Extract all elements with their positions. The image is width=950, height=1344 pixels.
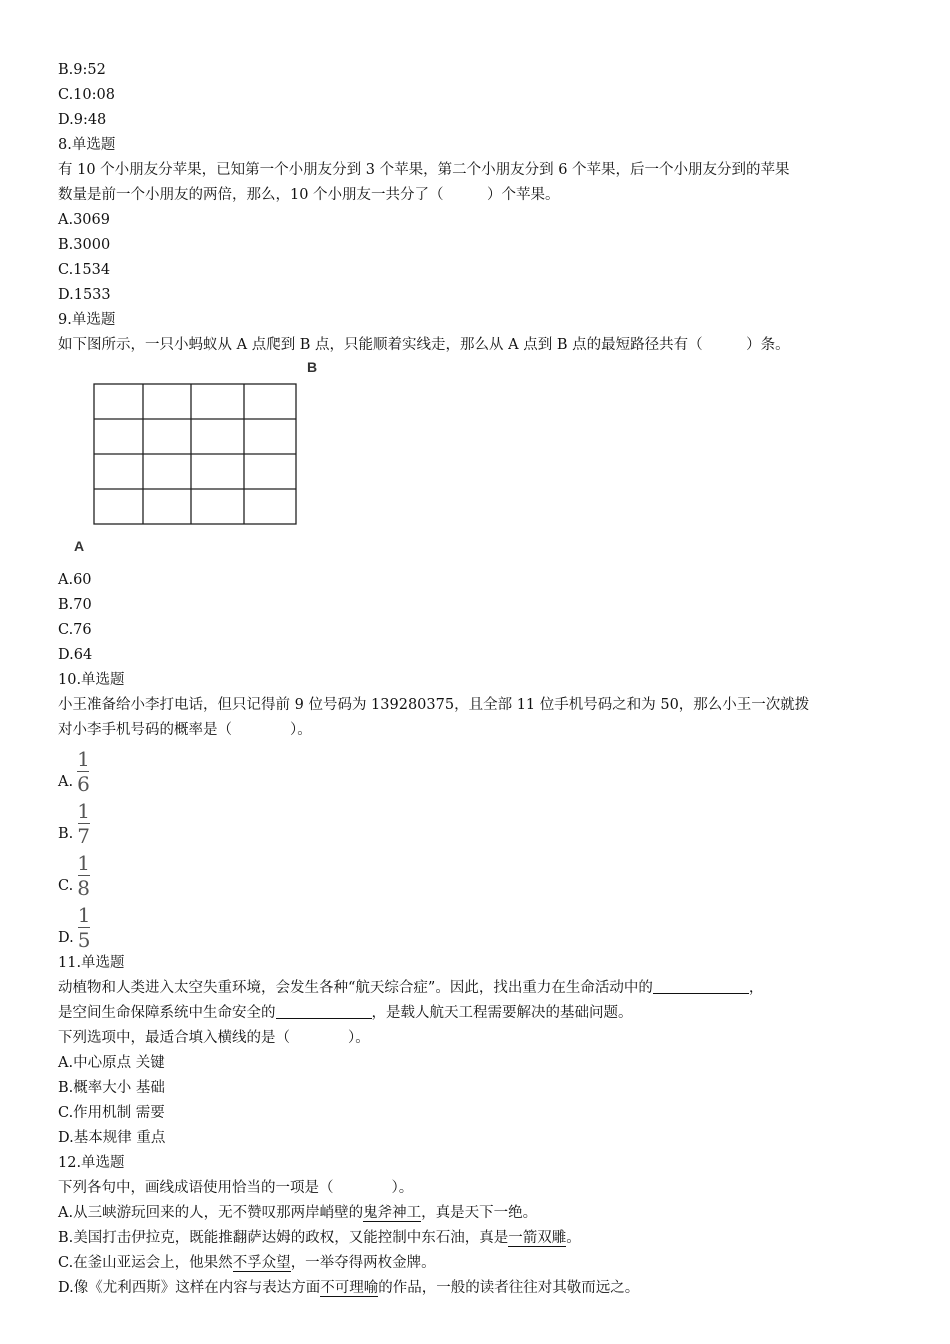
q9-option-b[interactable]: B.70: [58, 597, 92, 613]
q8-option-d[interactable]: D.1533: [58, 287, 111, 303]
q11-blank-1: [653, 979, 749, 994]
q10-header: 10.单选题: [58, 672, 125, 688]
q8-stem-line-2: 数量是前一个小朋友的两倍，那么，10 个小朋友一共分了（ ）个苹果。: [58, 187, 560, 203]
q9-stem: 如下图所示，一只小蚂蚁从 A 点爬到 B 点，只能顺着实线走，那么从 A 点到 B 点的最短路径共有（ ）条。: [58, 337, 790, 353]
fraction: [77, 800, 90, 847]
option-text-post: 。: [566, 1230, 581, 1246]
q10-option-a[interactable]: [58, 743, 898, 795]
q9-option-c[interactable]: C.76: [58, 622, 92, 638]
numerator: 1: [77, 851, 90, 875]
fraction: [77, 748, 90, 795]
q7-option-b[interactable]: B.9:52: [58, 62, 106, 78]
underlined-idiom: 不可理喻: [320, 1280, 379, 1296]
underlined-idiom: 一箭双雕: [508, 1230, 567, 1246]
q9-grid-figure: [58, 358, 898, 568]
q12-header: 12.单选题: [58, 1155, 125, 1171]
denominator: 7: [77, 824, 90, 848]
question-12: [58, 1151, 898, 1301]
option-letter: C.: [58, 878, 74, 894]
option-text-pre: D.像《尤利西斯》这样在内容与表达方面: [58, 1280, 321, 1296]
option-text-pre: B.美国打击伊拉克，既能推翻萨达姆的政权，又能控制中东石油，真是: [58, 1230, 509, 1246]
q11-stem-2b: ，是载人航天工程需要解决的基础问题。: [371, 1005, 633, 1021]
question-8: [58, 133, 898, 308]
option-letter: A.: [58, 774, 74, 790]
q8-stem-line-1: 有 10 个小朋友分苹果，已知第一个小朋友分到 3 个苹果，第二个小朋友分到 6 个苹果，后一个小朋友分到的苹果: [58, 162, 790, 178]
q7-option-d[interactable]: D.9:48: [58, 112, 107, 128]
q11-stem-line-3: 下列选项中，最适合填入横线的是（ ）。: [58, 1030, 370, 1046]
option-text-post: 的作品，一般的读者往往对其敬而远之。: [378, 1280, 640, 1296]
q9-option-a[interactable]: A.60: [58, 572, 92, 588]
q10-option-b[interactable]: [58, 795, 898, 847]
option-letter: D.: [58, 930, 74, 946]
point-a-label: A: [74, 538, 85, 554]
question-10: [58, 668, 898, 951]
q8-header: 8.单选题: [58, 137, 116, 153]
q11-option-b[interactable]: B.概率大小 基础: [58, 1080, 165, 1096]
denominator: 6: [77, 772, 90, 796]
grid-diagram: [58, 358, 378, 568]
option-text-pre: C.在釜山亚运会上，他果然: [58, 1255, 233, 1271]
q11-stem-2a: 是空间生命保障系统中生命安全的: [58, 1005, 276, 1021]
q11-stem-1a: 动植物和人类进入太空失重环境，会发生各种“航天综合症”。因此，找出重力在生命活动中的: [58, 980, 653, 996]
underlined-idiom: 不孚众望: [232, 1255, 291, 1271]
denominator: 8: [77, 876, 90, 900]
underlined-idiom: 鬼斧神工: [363, 1205, 422, 1221]
grid-lines: [94, 384, 296, 524]
question-9: [58, 308, 898, 668]
q9-header: 9.单选题: [58, 312, 116, 328]
option-letter: B.: [58, 826, 74, 842]
exam-page: [58, 58, 898, 1301]
q12-option-d[interactable]: [58, 1276, 898, 1301]
option-text-pre: A.从三峡游玩回来的人，无不赞叹那两岸峭壁的: [58, 1205, 364, 1221]
denominator: 5: [77, 928, 91, 952]
q11-option-d[interactable]: D.基本规律 重点: [58, 1130, 166, 1146]
numerator: 1: [77, 903, 91, 927]
q12-stem: 下列各句中，画线成语使用恰当的一项是（ ）。: [58, 1180, 414, 1196]
q11-stem-line-1: [58, 976, 898, 1001]
q9-option-d[interactable]: D.64: [58, 647, 93, 663]
q11-stem-line-2: [58, 1001, 898, 1026]
q10-stem-line-2: 对小李手机号码的概率是（ ）。: [58, 722, 312, 738]
option-text-post: ，真是天下一绝。: [421, 1205, 538, 1221]
numerator: 1: [77, 799, 90, 823]
q7-options: [58, 58, 898, 133]
q11-stem-1b: ，: [748, 980, 764, 996]
q11-option-a[interactable]: A.中心原点 关键: [58, 1055, 165, 1071]
numerator: 1: [77, 747, 90, 771]
q8-option-b[interactable]: B.3000: [58, 237, 111, 253]
q8-option-c[interactable]: C.1534: [58, 262, 111, 278]
q11-blank-2: [276, 1004, 372, 1019]
q11-option-c[interactable]: C.作用机制 需要: [58, 1105, 165, 1121]
point-b-label: B: [307, 359, 318, 375]
option-text-post: ，一举夺得两枚金牌。: [290, 1255, 436, 1271]
q12-option-c[interactable]: [58, 1251, 898, 1276]
q10-option-c[interactable]: [58, 847, 898, 899]
q12-option-b[interactable]: [58, 1226, 898, 1251]
q8-option-a[interactable]: A.3069: [58, 212, 110, 228]
q10-option-d[interactable]: [58, 899, 898, 951]
q11-header: 11.单选题: [58, 955, 125, 971]
q12-option-a[interactable]: [58, 1201, 898, 1226]
fraction: [77, 852, 90, 899]
question-11: [58, 951, 898, 1151]
fraction: [78, 904, 91, 951]
q7-option-c[interactable]: C.10:08: [58, 87, 115, 103]
q10-stem-line-1: 小王准备给小李打电话，但只记得前 9 位号码为 139280375，且全部 11 位手机号码之和为 50，那么小王一次就拨: [58, 697, 810, 713]
